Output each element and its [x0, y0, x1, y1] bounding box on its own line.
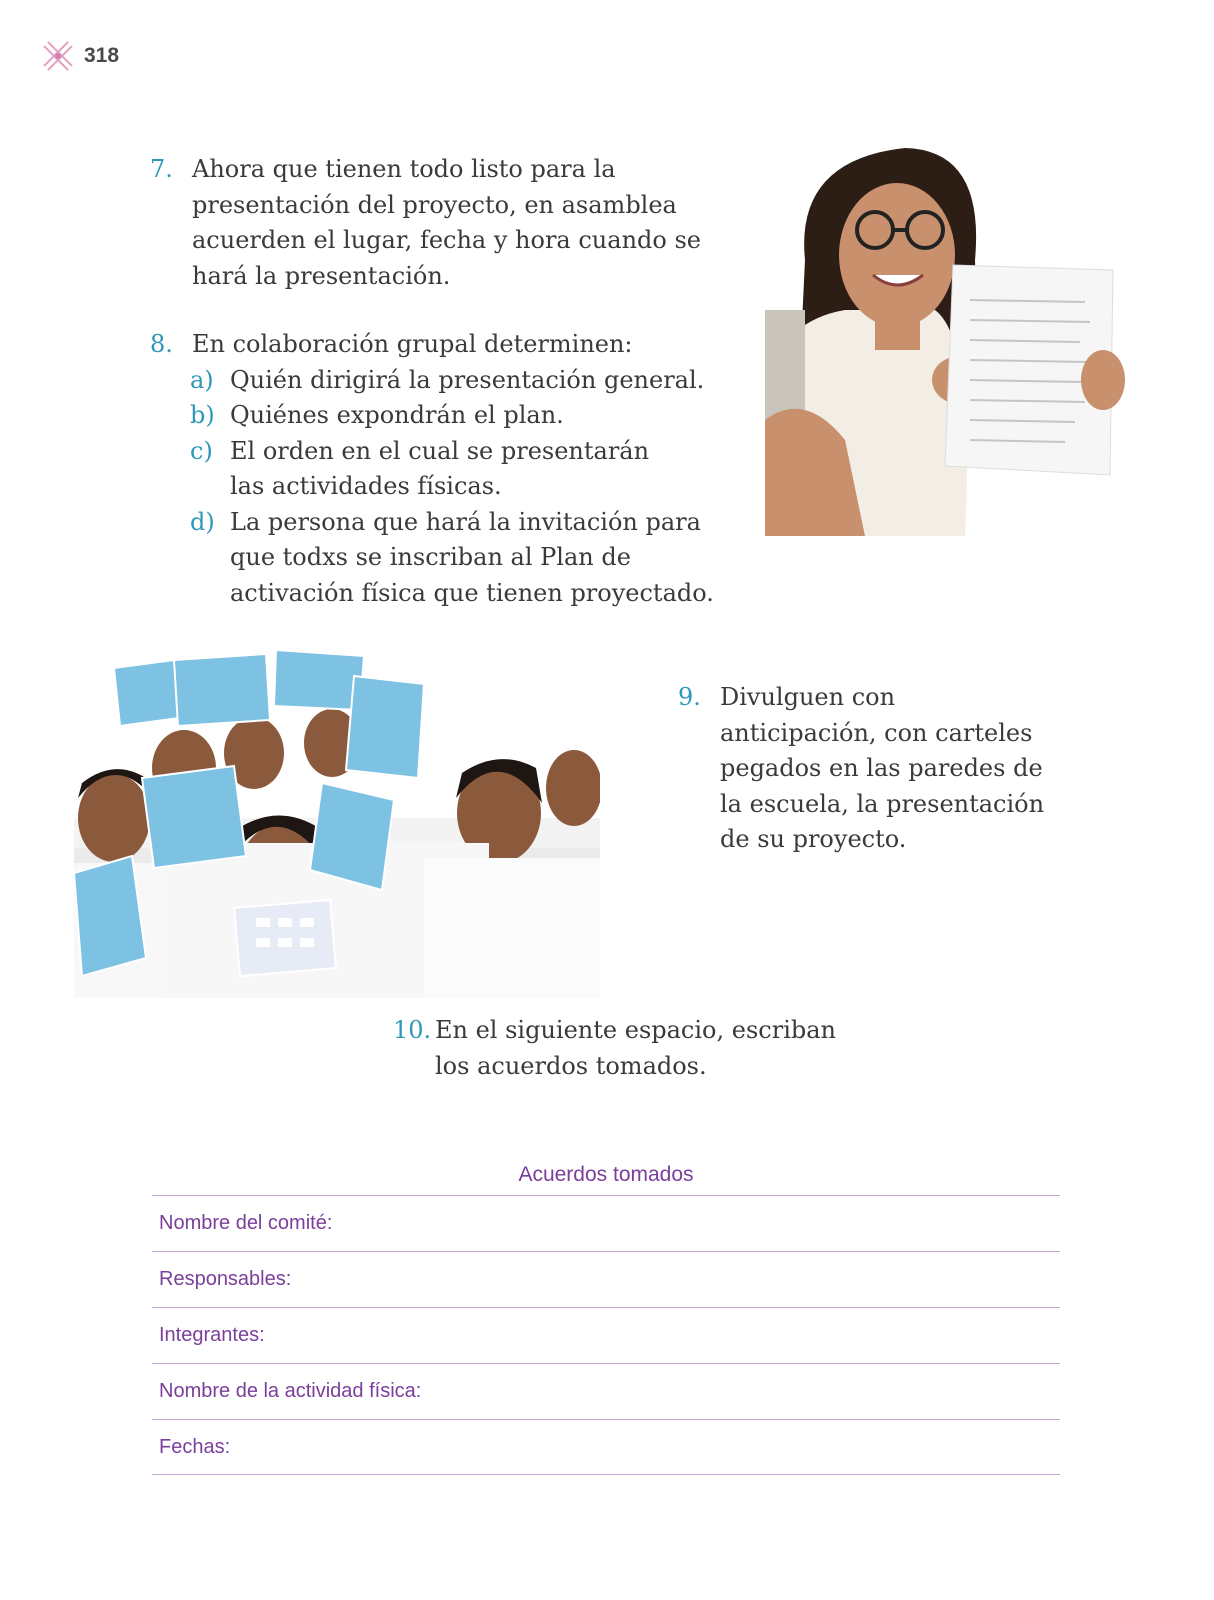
step-number: 8.	[150, 330, 173, 358]
list-letter: d)	[190, 507, 215, 536]
agreements-row-members: Integrantes:	[152, 1307, 1060, 1363]
step-number: 10.	[393, 1016, 432, 1044]
list-item	[190, 505, 740, 612]
step-8	[150, 327, 740, 611]
agreements-row-activity: Nombre de la actividad física:	[152, 1363, 1060, 1419]
page-number: 318	[84, 44, 120, 67]
step-10	[393, 1013, 873, 1084]
agreements-row-dates: Fechas:	[152, 1419, 1060, 1475]
step-7	[150, 152, 720, 294]
step-text: Ahora que tienen todo listo para la presentación del proyecto, en asamblea acuerden el lugar, fecha y hora cuando se hará la presentación.	[192, 155, 701, 290]
step-text: Divulguen con anticipación, con carteles pegados en las paredes de la escuela, la presentación de su proyecto.	[720, 683, 1045, 853]
list-text: El orden en el cual se presentarán las actividades físicas.	[230, 436, 650, 500]
agreements-row-committee: Nombre del comité:	[152, 1195, 1060, 1251]
list-letter: c)	[190, 436, 213, 465]
step-text: En colaboración grupal determinen:	[192, 330, 633, 358]
list-item	[190, 398, 740, 434]
list-letter: b)	[190, 401, 215, 429]
agreements-table	[152, 1155, 1060, 1475]
list-item	[190, 434, 670, 505]
list-text: Quién dirigirá la presentación general.	[230, 365, 705, 394]
step-9	[678, 680, 1058, 858]
list-text: Quiénes expondrán el plan.	[230, 401, 564, 429]
list-item	[190, 363, 740, 399]
step-number: 9.	[678, 683, 701, 711]
girl-holding-paper-photo	[765, 140, 1133, 536]
step-text: En el siguiente espacio, escriban los acuerdos tomados.	[435, 1016, 836, 1080]
agreements-row-responsible: Responsables:	[152, 1251, 1060, 1307]
step-number: 7.	[150, 155, 173, 183]
list-letter: a)	[190, 365, 214, 394]
children-holding-books-photo	[74, 648, 600, 998]
list-text: La persona que hará la invitación para que todxs se inscriban al Plan de activación física que tienen proyectado.	[230, 507, 714, 607]
page-header	[40, 38, 119, 74]
decorative-knot-icon	[40, 38, 76, 74]
agreements-title: Acuerdos tomados	[518, 1163, 694, 1186]
